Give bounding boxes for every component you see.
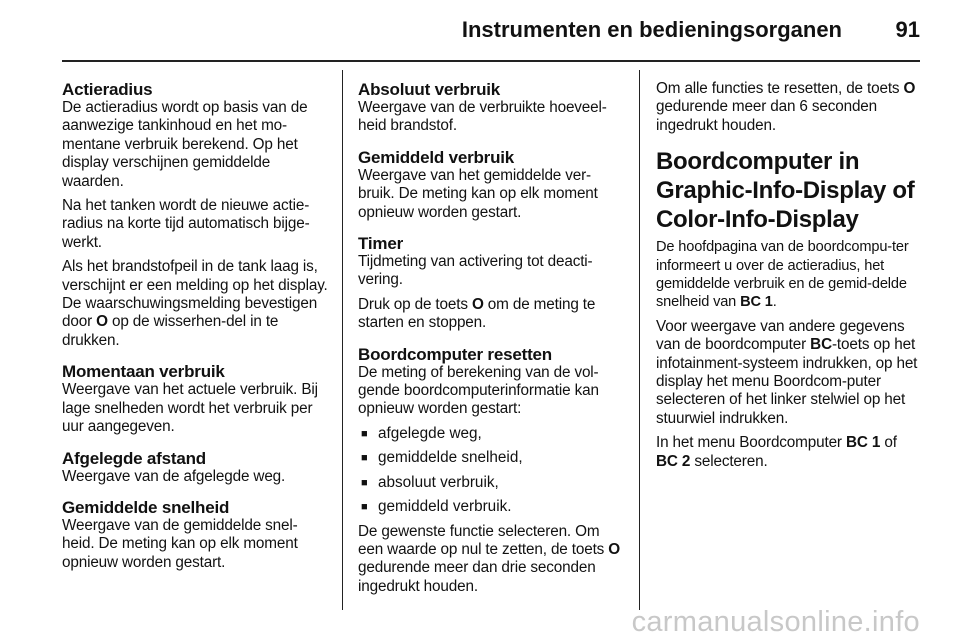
- paragraph: [358, 296, 624, 333]
- list-item: ■ gemiddeld verbruik.: [358, 498, 624, 516]
- column-3: [656, 80, 922, 477]
- column-divider-2: [639, 70, 640, 610]
- heading-momentaan-verbruik: Momentaan verbruik: [62, 362, 225, 382]
- reset-list: [358, 425, 624, 517]
- paragraph: Weergave van het actuele verbruik. Bij lage snelheden wordt het verbruik per uur aangegeven.: [62, 381, 318, 436]
- heading-absoluut-verbruik: Absoluut verbruik: [358, 80, 501, 99]
- text: De gewenste functie selecteren. Om een waarde op nul te zetten, de toets: [358, 522, 609, 558]
- text: selecteren.: [690, 452, 768, 470]
- key-label: BC: [810, 336, 832, 354]
- text: Druk op de toets: [358, 295, 472, 313]
- text: Als het brandstofpeil in de tank laag is, verschijnt er een melding op het display. De waarschuwingsmelding bevestigen door: [62, 258, 328, 331]
- paragraph: [62, 258, 328, 350]
- text: De hoofdpagina van de boordcompu-ter informeert u over de actieradius, het gemiddelde verbruik en de gemid-delde snelheid van: [656, 239, 909, 311]
- heading-afgelegde-afstand: Afgelegde afstand: [62, 448, 206, 468]
- key-label: BC 1: [845, 434, 881, 452]
- header-rule: [62, 60, 920, 62]
- text: .: [772, 294, 777, 311]
- paragraph: [656, 318, 922, 428]
- paragraph: [656, 434, 922, 471]
- key-label: BC 1: [740, 294, 773, 311]
- text: om de meting te starten en stoppen.: [358, 295, 596, 332]
- heading-timer: Timer: [358, 234, 403, 254]
- text: op de wisserhen-del in te drukken.: [62, 313, 279, 349]
- column-1: [62, 80, 328, 578]
- page-header: [62, 16, 920, 48]
- text: Voor weergave van andere gegevens van de boordcomputer: [656, 317, 905, 354]
- list-item: ■ gemiddelde snelheid,: [358, 449, 624, 467]
- section-heading-boordcomputer: Boordcomputer in Graphic-Info-Display of Color-Info-Display: [656, 148, 915, 234]
- key-label: O: [96, 313, 108, 331]
- watermark: carmanualsonline.info: [631, 606, 920, 638]
- paragraph: Weergave van het gemiddelde ver-bruik. De meting kan op elk moment opnieuw worden gestart.: [358, 166, 598, 221]
- column-divider-1: [342, 70, 343, 610]
- heading-gemiddeld-verbruik: Gemiddeld verbruik: [358, 147, 515, 167]
- list-item: ■ absoluut verbruik,: [358, 474, 624, 492]
- heading-gemiddelde-snelheid: Gemiddelde snelheid: [62, 497, 230, 517]
- heading-boordcomputer-resetten: Boordcomputer resetten: [358, 344, 552, 364]
- paragraph: Weergave van de afgelegde weg.: [62, 467, 286, 485]
- paragraph: De meting of berekening van de vol-gende boordcomputerinformatie kan opnieuw worden gestart:: [358, 363, 599, 418]
- text: gedurende meer dan 6 seconden ingedrukt houden.: [656, 98, 878, 134]
- paragraph: Na het tanken wordt de nieuwe actie-radius na korte tijd automatisch bijge-werkt.: [62, 197, 310, 251]
- paragraph: De actieradius wordt op basis van de aanwezige tankinhoud en het mo-mentane verbruik berekend. Op het display verschijnen gemiddelde waarden.: [62, 99, 308, 190]
- column-2: [358, 80, 624, 602]
- text: -toets op het infotainment-systeem indrukken, op het display het menu Boordcom-puter selecteren of het linker stelwiel op het stuurwiel indrukken.: [656, 336, 918, 427]
- key-label: O: [903, 80, 916, 97]
- paragraph: Weergave van de gemiddelde snel-heid. De meting kan op elk moment opnieuw worden gestart.: [62, 516, 298, 571]
- paragraph: Weergave van de verbruikte hoeveel-heid brandstof.: [358, 99, 607, 135]
- paragraph: [656, 80, 922, 135]
- page-number: 91: [895, 17, 920, 42]
- key-label: O: [471, 295, 484, 313]
- text: In het menu Boordcomputer: [656, 434, 846, 452]
- heading-actieradius: Actieradius: [62, 80, 153, 99]
- text: Om alle functies te resetten, de toets: [656, 80, 904, 97]
- key-label: O: [608, 540, 621, 558]
- list-item: ■ afgelegde weg,: [358, 425, 624, 443]
- paragraph: Tijdmeting van activering tot deacti-vering.: [358, 253, 593, 289]
- paragraph: [358, 523, 624, 597]
- page-title: Instrumenten en bedieningsorganen: [461, 17, 842, 42]
- key-label: BC 2: [656, 452, 691, 470]
- text: gedurende meer dan drie seconden ingedrukt houden.: [358, 559, 596, 595]
- paragraph: [656, 238, 922, 312]
- text: of: [880, 434, 897, 452]
